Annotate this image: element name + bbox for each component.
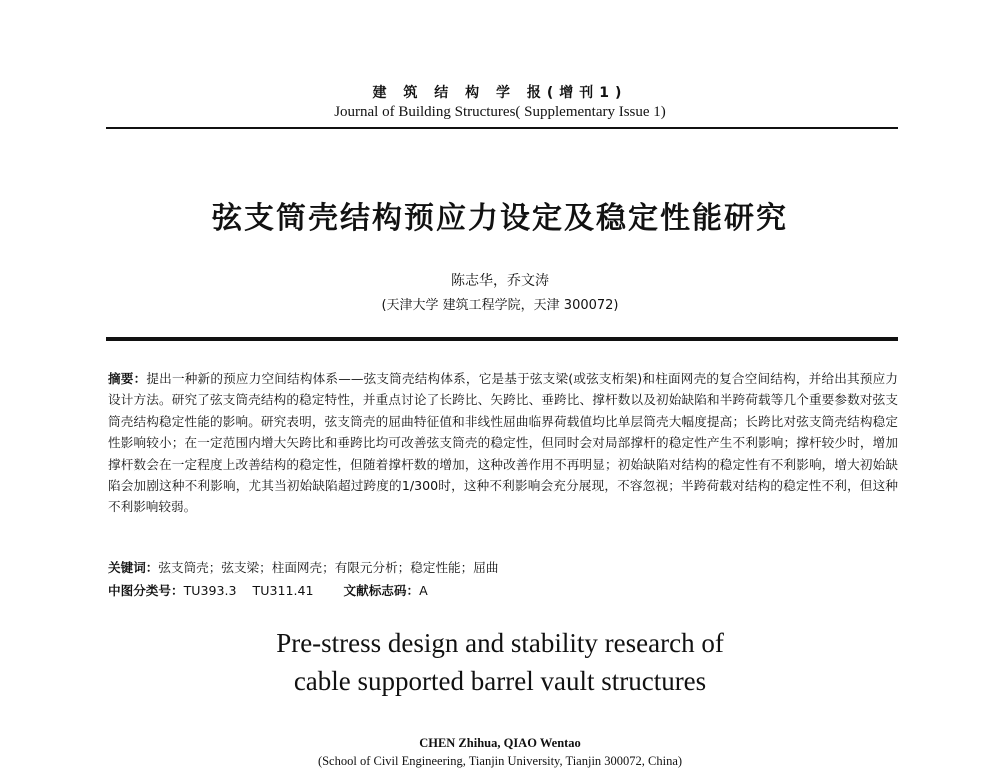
keywords-label: 关键词： xyxy=(108,560,159,575)
journal-title-en: Journal of Building Structures( Supplementary Issue 1) xyxy=(334,104,666,120)
clc-code-2: TU311.41 xyxy=(252,583,314,598)
clc-label: 中图分类号： xyxy=(108,583,184,598)
authors-cn: 陈志华，乔文涛 xyxy=(451,273,549,289)
affiliation-en: (School of Civil Engineering, Tianjin University, Tianjin 300072, China) xyxy=(317,754,683,768)
paper-title-en xyxy=(0,624,1000,700)
header-divider xyxy=(106,127,898,129)
abstract-cn xyxy=(108,368,898,518)
abstract-label: 摘要： xyxy=(108,371,147,386)
abstract-text: 提出一种新的预应力空间结构体系——弦支筒壳结构体系，它是基于弦支梁(或弦支桁架)和柱面网壳的复合空间结构，并给出其预应力设计方法。研究了弦支筒壳结构的稳定特性，并重点讨论了长跨比、矢跨比、垂跨比、撑杆数以及初始缺陷和半跨荷载等几个重要参数对弦支筒壳结构稳定性能的影响。研究表明，弦支筒壳的屈曲特征值和非线性屈曲临界荷载值均比单层筒壳大幅度提高；长跨比对弦支筒壳结构稳定性影响较小；在一定范围内增大矢跨比和垂跨比均可改善弦支筒壳的稳定性，但同时会对局部撑杆的稳定性产生不利影响；撑杆较少时，增加撑杆数会在一定程度上改善结构的稳定性，但随着撑杆数的增加，这种改善作用不再明显；初始缺陷对结构的稳定性有不利影响，增大初始缺陷会加剧这种不利影响，尤其当初始缺陷超过跨度的1/300时，这种不利影响会充分展现，不容忽视；半跨荷载对结构的稳定性不利，但这种不利影响较弱。 xyxy=(108,371,899,515)
classification-line xyxy=(108,580,898,599)
paper-title-cn: 弦支筒壳结构预应力设定及稳定性能研究 xyxy=(212,201,788,236)
authors-en: CHEN Zhihua, QIAO Wentao xyxy=(419,736,581,750)
affiliation-cn: (天津大学 建筑工程学院，天津 300072) xyxy=(381,298,619,313)
journal-title-cn: 建 筑 结 构 学 报(增刊1) xyxy=(372,85,628,101)
title-divider xyxy=(106,337,898,341)
doc-code: A xyxy=(419,583,428,598)
title-en-line-2: cable supported barrel vault structures xyxy=(293,666,707,696)
title-en-line-1: Pre-stress design and stability research of xyxy=(276,628,724,658)
keywords-cn xyxy=(108,557,898,576)
clc-code-1: TU393.3 xyxy=(183,583,237,598)
doc-label: 文献标志码： xyxy=(343,583,420,598)
keywords-text: 弦支筒壳；弦支梁；柱面网壳；有限元分析；稳定性能；屈曲 xyxy=(158,560,499,575)
